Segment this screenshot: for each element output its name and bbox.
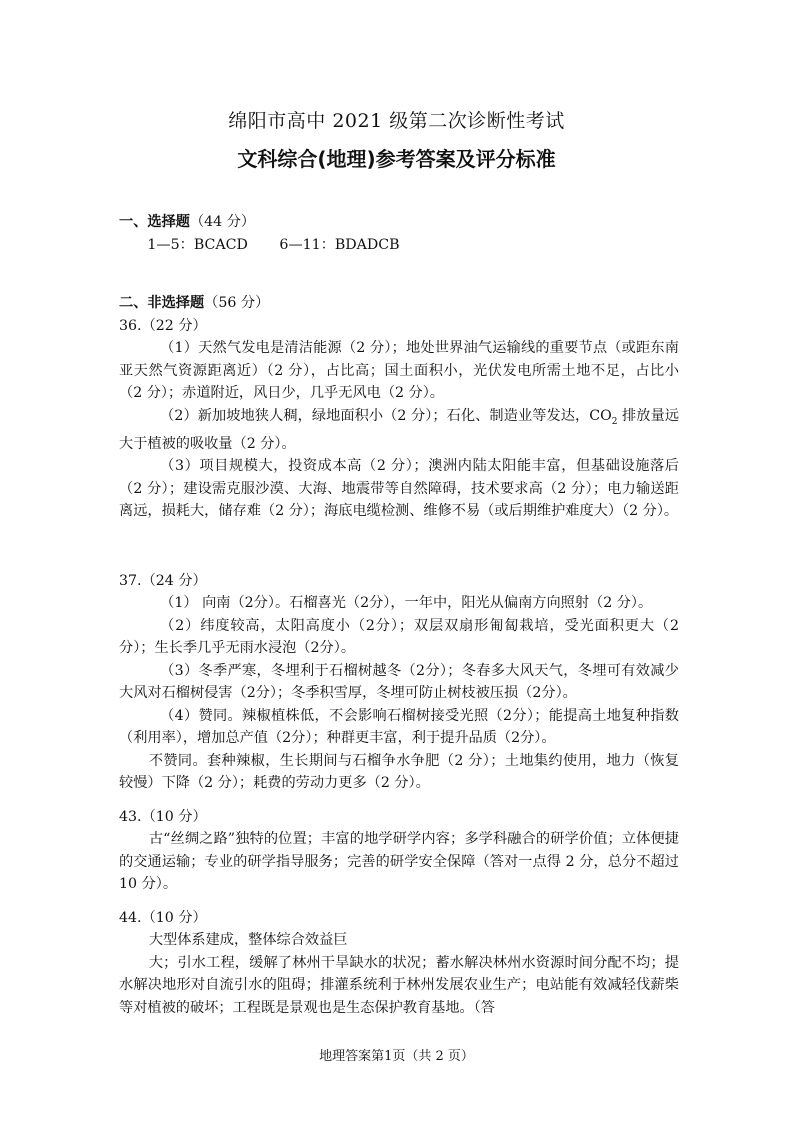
q37-number: 37.（24 分）: [119, 572, 207, 589]
q36-answer-2-rest: 排放量远大于植被的吸收量（2 分）。: [119, 407, 680, 452]
q36-answer-1: （1）天然气发电是清洁能源（2 分）；地处世界油气运输线的重要节点（或距东南亚天然气资源距离近）（2 分），占比高；国土面积小，光伏发电所需土地不足，占比小（2 分）；赤道附近，风日少，几乎无风电（2 分）。: [119, 340, 679, 401]
q44-answer-2: 大；引水工程，缓解了林州干旱缺水的状况；蓄水解决林州水资源时间分配不均；提水解决地形对自流引水的阻碍；排灌系统利于林州发展农业生产；电站能有效减轻伐薪柴等对植被的破坏；工程既是景观也是生态保护教育基地。（答: [119, 954, 679, 1016]
q37-answer-5: 不赞同。套种辣椒，生长期间与石榴争水争肥（2 分）；土地集约使用，地力（恢复较慢）下降（2 分）；耗费的劳动力更多（2 分）。: [119, 752, 679, 792]
q37-answer-4: （4）赞同。辣椒植株低，不会影响石榴树接受光照（2分）；能提高土地复种指数（利用率），增加总产值（2分）；种群更丰富，利于提升品质（2分）。: [119, 707, 679, 747]
q43-number: 43.（10 分）: [119, 808, 207, 825]
page-subtitle: 文科综合(地理)参考答案及评分标准: [237, 147, 556, 171]
q44-number: 44.（10 分）: [119, 909, 207, 926]
q43-answer-1: 古“丝绸之路”独特的位置；丰富的地学研学内容；多学科融合的研学价值；立体便捷的交通运输；专业的研学指导服务；完善的研学安全保障（答对一点得 2 分，总分不超过 10 分）。: [119, 831, 679, 893]
q36-answer-2-text: （2）新加坡地狭人稠，绿地面积小（2 分）；石化、制造业等发达，CO: [160, 407, 612, 424]
section-open-heading: [119, 292, 679, 315]
page-footer: 地理答案第1页（共 2 页）: [319, 1049, 474, 1064]
answer-content: [119, 211, 679, 1019]
q36-number: 36.（22 分）: [119, 317, 207, 334]
section-choice-title: 一、选择题: [119, 214, 190, 230]
q37-answer-1: （1） 向南（2分）。石榴喜光（2分），一年中，阳光从偏南方向照射（2 分）。: [160, 595, 653, 612]
q36-answer-2-subscript: 2: [611, 416, 618, 427]
q37-answer-2: （2）纬度较高，太阳高度小（2分）；双层双扇形匍匐栽培，受光面积更大（2分）；生长季几乎无雨水浸泡（2分）。: [119, 617, 679, 657]
choice-answers-1-5: 1—5：BCACD: [147, 236, 248, 253]
q44-answer-1: 大型体系建成，整体综合效益巨: [148, 932, 348, 949]
choice-answers-6-11: 6—11：BDADCB: [279, 236, 400, 253]
q36-answer-3: （3）项目规模大，投资成本高（2 分）；澳洲内陆太阳能丰富，但基础设施落后（2 分）；建设需克服沙漠、大海、地震带等自然障碍，技术要求高（2 分）；电力输送距离远，损耗大，储存难（2 分）；海底电缆检测、维修不易（或后期维护难度大）（2 分）。: [119, 458, 679, 520]
q37-answer-3: （3）冬季严寒，冬埋利于石榴树越冬（2分）；冬春多大风天气，冬埋可有效减少大风对石榴树侵害（2分）；冬季积雪厚，冬埋可防止树枝被压损（2分）。: [119, 662, 679, 702]
choice-answers: [119, 234, 679, 257]
page-title: 绵阳市高中 2021 级第二次诊断性考试: [228, 110, 565, 132]
section-choice-points: （44 分）: [189, 214, 256, 230]
q36-answer-2: [119, 405, 679, 456]
section-choice-heading: [119, 211, 679, 234]
section-open-points: （56 分）: [204, 295, 270, 311]
section-open-title: 二、非选择题: [119, 295, 205, 311]
